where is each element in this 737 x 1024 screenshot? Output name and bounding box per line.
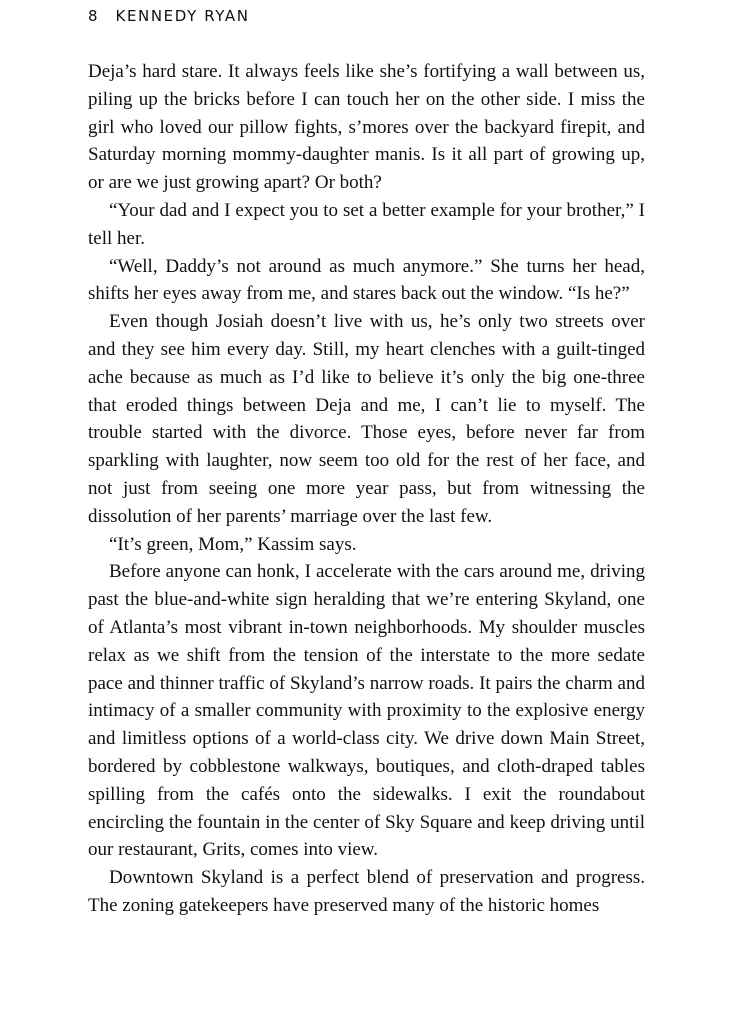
paragraph: Before anyone can honk, I accelerate with the cars around me, driving past the blue-and-white sign heralding that we’re entering Skyland, one of Atlanta’s most vibrant in-town neighborhoods. My shoulder muscles relax as we shift from the tension of the interstate to the more sedate pace and thinner traffic of Skyland’s narrow roads. It pairs the charm and intimacy of a smaller community with proximity to the explosive energy and limitless options of a world-class city. We drive down Main Street, bordered by cobblestone walkways, boutiques, and cloth-draped tables spilling from the cafés onto the sidewalks. I exit the roundabout encircling the fountain in the center of Sky Square and keep driving until our restaurant, Grits, comes into view.	[88, 561, 645, 861]
paragraph: Even though Josiah doesn’t live with us, he’s only two streets over and they see him every day. Still, my heart clenches with a guilt-tinged ache because as much as I’d like to believe it’s only the big one-three that eroded things between Deja and me, I can’t lie to myself. The trouble started with the divorce. Those eyes, before never far from sparkling with laughter, now seem too old for the rest of her face, and not just from seeing one more year pass, but from witnessing the dissolution of her parents’ marriage over the last few.	[88, 311, 645, 527]
running-head	[88, 7, 250, 25]
author-name: KENNEDY RYAN	[115, 7, 250, 25]
page-number: 8	[88, 7, 100, 25]
paragraph-continued: Deja’s hard stare. It always feels like she’s fortifying a wall between us, piling up the bricks before I can touch her on the other side. I miss the girl who loved our pillow fights, s’mores over the backyard firepit, and Saturday morning mommy-daughter manis. Is it all part of growing up, or are we just growing apart? Or both?	[88, 61, 645, 194]
body-text	[88, 58, 645, 920]
paragraph: “Well, Daddy’s not around as much anymore.” She turns her head, shifts her eyes away from me, and stares back out the window. “Is he?”	[88, 255, 645, 305]
paragraph: Downtown Skyland is a perfect blend of preservation and progress. The zoning gatekeepers have preserved many of the historic homes	[88, 867, 645, 916]
paragraph: “Your dad and I expect you to set a better example for your brother,” I tell her.	[88, 199, 645, 249]
paragraph: “It’s green, Mom,” Kassim says.	[109, 533, 357, 555]
